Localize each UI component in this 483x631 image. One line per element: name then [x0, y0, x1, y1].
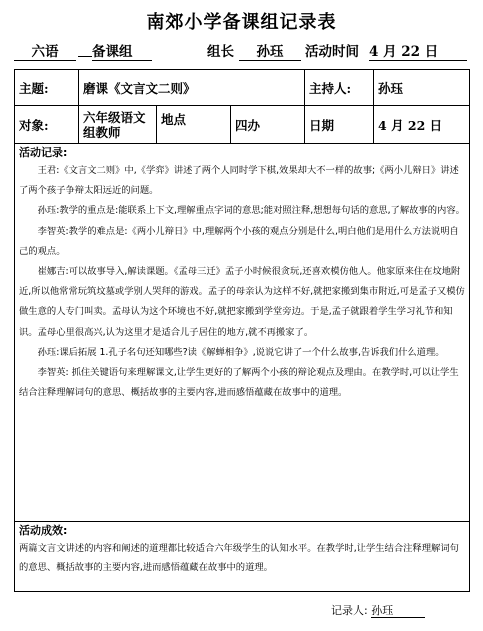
- topic-value: 磨课《文言文二则》: [79, 70, 305, 106]
- time-value: 4 月 22 日: [369, 40, 467, 61]
- record-paragraph: 王君:《文言文二则》中,《学弈》讲述了两个人同时学下棋,效果却大不一样的故事;《两小儿辩日》讲述了两个孩子争辩太阳远近的问题。: [19, 165, 459, 197]
- record-table: [14, 69, 470, 592]
- record-paragraph: 李智英: 抓住关键语句来理解课文,让学生更好的了解两个小孩的辩论观点及理由。在教学时,可以让学生结合注释理解词句的意思、概括故事的主要内容,进而感悟蕴藏在故事中的道理。: [19, 367, 459, 399]
- activity-record: [15, 144, 470, 522]
- time-label: 活动时间: [305, 44, 359, 60]
- leader-name: 孙珏: [239, 40, 301, 61]
- host-value: 孙珏: [374, 70, 470, 106]
- header-underline-gap: [78, 40, 92, 57]
- place-value: 四办: [231, 106, 305, 144]
- record-paragraph: 李智英:教学的难点是:《两小儿辩日》中,理解两个小孩的观点分别是什么,明白他们是用什么方法说明自己的观点。: [19, 225, 459, 257]
- result-label: 活动成效:: [19, 524, 68, 537]
- host-label: 主持人:: [305, 70, 374, 106]
- date-label: 日期: [305, 106, 374, 144]
- recorder-label: 记录人:: [331, 604, 368, 617]
- result-text: 两篇文言文讲述的内容和阐述的道理都比较适合六年级学生的认知水平。在教学时,让学生结合注释理解词句的意思、概括故事的主要内容,进而感悟蕴藏在故事中的道理。: [19, 543, 459, 573]
- date-value: 4 月 22 日: [374, 106, 470, 144]
- page-title: 南郊小学备课组记录表: [146, 12, 337, 33]
- place-label: 地点: [157, 106, 231, 144]
- recorder: [331, 602, 425, 618]
- audience-value: 六年级语文组教师: [79, 106, 157, 144]
- audience-label: 对象:: [15, 106, 79, 144]
- record-paragraph: 孙珏:课后拓展 1.孔子名句还知哪些?读《解蝉相争》,说说它讲了一个什么故事,告诉我们什么道理。: [37, 346, 445, 358]
- activity-result: [15, 522, 470, 592]
- recorder-name: 孙珏: [371, 604, 425, 618]
- record-label: 活动记录:: [19, 146, 68, 159]
- topic-label: 主题:: [15, 70, 79, 106]
- grade-subject: 六语: [14, 40, 76, 61]
- header-info: [14, 40, 469, 60]
- record-body: [19, 161, 465, 403]
- leader-label: 组长: [207, 44, 234, 60]
- record-paragraph: 孙珏:教学的重点是:能联系上下文,理解重点字词的意思;能对照注释,想想每句话的意思,了解故事的内容。: [37, 205, 465, 217]
- record-paragraph: 崔娜吉:可以故事导入,解读课题。《孟母三迁》孟子小时候很贪玩,还喜欢模仿他人。他家原来住在坟地附近,所以他常常玩筑坟墓或学别人哭拜的游戏。孟子的母亲认为这样不好,就把家搬到集市附近,可是孟子又模仿做生意的人专门叫卖。孟母认为这个环境也不好,就把家搬到学堂旁边。于是,孟子就跟着学生学习礼节和知识。孟母心里很高兴,认为这里才是适合儿子居住的地方,就不再搬家了。: [19, 266, 465, 338]
- group-label: 备课组: [92, 40, 152, 61]
